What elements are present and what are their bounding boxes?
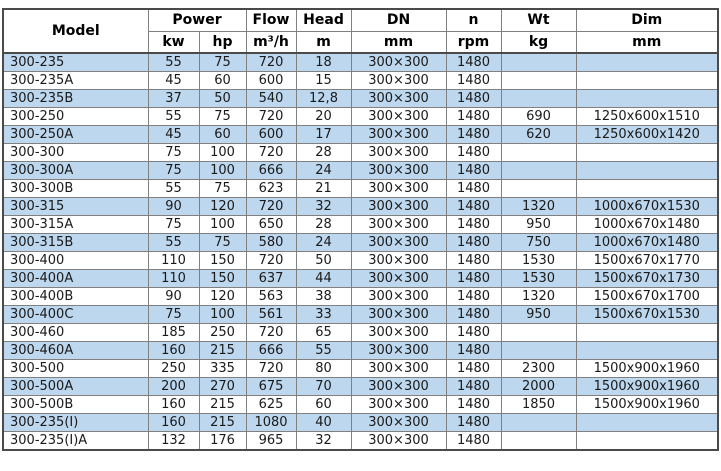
cell-dn: 300×300: [351, 414, 446, 432]
cell-flow: 666: [246, 162, 296, 180]
cell-head: 40: [296, 414, 351, 432]
cell-n: 1480: [446, 126, 501, 144]
header-unit-dim: mm: [576, 31, 718, 53]
cell-flow: 623: [246, 180, 296, 198]
cell-kw: 132: [148, 432, 199, 451]
cell-dim: 1500x670x1770: [576, 252, 718, 270]
cell-n: 1480: [446, 432, 501, 451]
table-row: [3, 108, 718, 126]
cell-dim: 1500x670x1730: [576, 270, 718, 288]
cell-wt: 1530: [501, 252, 576, 270]
cell-flow: 666: [246, 342, 296, 360]
table-row: [3, 414, 718, 432]
cell-wt: 950: [501, 306, 576, 324]
cell-kw: 250: [148, 360, 199, 378]
cell-hp: 75: [199, 180, 246, 198]
cell-kw: 45: [148, 72, 199, 90]
header-dn: DN: [351, 9, 446, 31]
cell-kw: 55: [148, 180, 199, 198]
cell-model: 300-500B: [3, 396, 148, 414]
cell-flow: 965: [246, 432, 296, 451]
cell-hp: 75: [199, 108, 246, 126]
cell-n: 1480: [446, 270, 501, 288]
cell-hp: 270: [199, 378, 246, 396]
cell-head: 17: [296, 126, 351, 144]
cell-dim: 1000x670x1480: [576, 216, 718, 234]
cell-kw: 55: [148, 53, 199, 72]
cell-n: 1480: [446, 378, 501, 396]
cell-n: 1480: [446, 90, 501, 108]
cell-wt: 950: [501, 216, 576, 234]
cell-n: 1480: [446, 234, 501, 252]
cell-n: 1480: [446, 144, 501, 162]
cell-dn: 300×300: [351, 432, 446, 451]
cell-hp: 176: [199, 432, 246, 451]
cell-model: 300-500A: [3, 378, 148, 396]
cell-dn: 300×300: [351, 270, 446, 288]
cell-model: 300-235A: [3, 72, 148, 90]
cell-hp: 50: [199, 90, 246, 108]
cell-dn: 300×300: [351, 198, 446, 216]
cell-hp: 250: [199, 324, 246, 342]
cell-n: 1480: [446, 216, 501, 234]
cell-n: 1480: [446, 360, 501, 378]
cell-dn: 300×300: [351, 144, 446, 162]
cell-kw: 90: [148, 288, 199, 306]
cell-dn: 300×300: [351, 396, 446, 414]
cell-kw: 185: [148, 324, 199, 342]
cell-model: 300-300A: [3, 162, 148, 180]
cell-n: 1480: [446, 53, 501, 72]
cell-dim: 1500x900x1960: [576, 378, 718, 396]
cell-hp: 120: [199, 198, 246, 216]
cell-wt: 2300: [501, 360, 576, 378]
cell-dn: 300×300: [351, 252, 446, 270]
cell-dim: [576, 414, 718, 432]
cell-n: 1480: [446, 414, 501, 432]
header-unit-dn: mm: [351, 31, 446, 53]
cell-kw: 200: [148, 378, 199, 396]
table-row: [3, 432, 718, 451]
table-row: [3, 288, 718, 306]
cell-flow: 650: [246, 216, 296, 234]
cell-hp: 100: [199, 216, 246, 234]
cell-kw: 75: [148, 144, 199, 162]
cell-dim: 1250x600x1420: [576, 126, 718, 144]
cell-head: 60: [296, 396, 351, 414]
cell-hp: 75: [199, 234, 246, 252]
cell-dn: 300×300: [351, 306, 446, 324]
cell-model: 300-500: [3, 360, 148, 378]
table-header: [3, 9, 718, 53]
table-row: [3, 144, 718, 162]
cell-head: 65: [296, 324, 351, 342]
cell-dim: [576, 432, 718, 451]
cell-hp: 215: [199, 342, 246, 360]
cell-dn: 300×300: [351, 72, 446, 90]
cell-dim: 1000x670x1530: [576, 198, 718, 216]
cell-wt: 2000: [501, 378, 576, 396]
cell-dim: [576, 180, 718, 198]
cell-model: 300-250A: [3, 126, 148, 144]
cell-flow: 720: [246, 198, 296, 216]
cell-head: 44: [296, 270, 351, 288]
cell-model: 300-235(I)A: [3, 432, 148, 451]
cell-kw: 75: [148, 216, 199, 234]
cell-wt: 750: [501, 234, 576, 252]
cell-n: 1480: [446, 72, 501, 90]
cell-dim: [576, 53, 718, 72]
cell-model: 300-400A: [3, 270, 148, 288]
cell-dim: 1500x900x1960: [576, 396, 718, 414]
cell-wt: [501, 432, 576, 451]
cell-kw: 110: [148, 252, 199, 270]
cell-model: 300-460A: [3, 342, 148, 360]
cell-wt: [501, 72, 576, 90]
cell-dim: [576, 144, 718, 162]
cell-dim: [576, 90, 718, 108]
cell-head: 32: [296, 432, 351, 451]
cell-head: 28: [296, 216, 351, 234]
cell-hp: 100: [199, 144, 246, 162]
cell-wt: [501, 144, 576, 162]
cell-flow: 720: [246, 108, 296, 126]
cell-kw: 110: [148, 270, 199, 288]
cell-kw: 55: [148, 234, 199, 252]
cell-n: 1480: [446, 252, 501, 270]
table-row: [3, 396, 718, 414]
table-row: [3, 252, 718, 270]
cell-flow: 561: [246, 306, 296, 324]
cell-wt: 1850: [501, 396, 576, 414]
cell-dn: 300×300: [351, 126, 446, 144]
cell-flow: 720: [246, 144, 296, 162]
cell-hp: 100: [199, 306, 246, 324]
header-unit-n: rpm: [446, 31, 501, 53]
cell-wt: [501, 414, 576, 432]
cell-kw: 160: [148, 396, 199, 414]
cell-model: 300-300B: [3, 180, 148, 198]
cell-head: 24: [296, 162, 351, 180]
cell-dn: 300×300: [351, 180, 446, 198]
cell-kw: 75: [148, 306, 199, 324]
cell-head: 20: [296, 108, 351, 126]
header-unit-flow: m³/h: [246, 31, 296, 53]
cell-kw: 37: [148, 90, 199, 108]
cell-dim: 1250x600x1510: [576, 108, 718, 126]
cell-dn: 300×300: [351, 324, 446, 342]
cell-hp: 75: [199, 53, 246, 72]
cell-flow: 625: [246, 396, 296, 414]
cell-model: 300-400C: [3, 306, 148, 324]
cell-n: 1480: [446, 198, 501, 216]
cell-hp: 100: [199, 162, 246, 180]
table-row: [3, 198, 718, 216]
cell-dim: [576, 72, 718, 90]
cell-head: 70: [296, 378, 351, 396]
cell-dn: 300×300: [351, 108, 446, 126]
cell-flow: 563: [246, 288, 296, 306]
cell-head: 18: [296, 53, 351, 72]
table-row: [3, 180, 718, 198]
cell-hp: 215: [199, 396, 246, 414]
cell-head: 21: [296, 180, 351, 198]
header-unit-wt: kg: [501, 31, 576, 53]
table-row: [3, 162, 718, 180]
cell-n: 1480: [446, 306, 501, 324]
cell-model: 300-315A: [3, 216, 148, 234]
cell-wt: 620: [501, 126, 576, 144]
table-row: [3, 72, 718, 90]
cell-dim: [576, 342, 718, 360]
cell-wt: [501, 342, 576, 360]
cell-n: 1480: [446, 342, 501, 360]
table-row: [3, 126, 718, 144]
header-n: n: [446, 9, 501, 31]
cell-wt: [501, 180, 576, 198]
cell-model: 300-250: [3, 108, 148, 126]
cell-dn: 300×300: [351, 360, 446, 378]
cell-wt: 1530: [501, 270, 576, 288]
cell-model: 300-315B: [3, 234, 148, 252]
cell-flow: 600: [246, 126, 296, 144]
cell-model: 300-400B: [3, 288, 148, 306]
cell-hp: 215: [199, 414, 246, 432]
cell-hp: 120: [199, 288, 246, 306]
cell-head: 55: [296, 342, 351, 360]
cell-model: 300-315: [3, 198, 148, 216]
table-row: [3, 53, 718, 72]
cell-dim: 1000x670x1480: [576, 234, 718, 252]
table-row: [3, 216, 718, 234]
cell-flow: 720: [246, 252, 296, 270]
table-row: [3, 306, 718, 324]
cell-dn: 300×300: [351, 378, 446, 396]
cell-kw: 90: [148, 198, 199, 216]
cell-flow: 720: [246, 324, 296, 342]
cell-hp: 60: [199, 126, 246, 144]
table-row: [3, 270, 718, 288]
cell-wt: [501, 162, 576, 180]
header-row-labels: [3, 9, 718, 31]
table-row: [3, 360, 718, 378]
cell-wt: [501, 90, 576, 108]
cell-n: 1480: [446, 288, 501, 306]
cell-dn: 300×300: [351, 288, 446, 306]
cell-model: 300-300: [3, 144, 148, 162]
cell-dim: 1500x670x1530: [576, 306, 718, 324]
header-wt: Wt: [501, 9, 576, 31]
cell-flow: 600: [246, 72, 296, 90]
cell-kw: 45: [148, 126, 199, 144]
header-model: Model: [3, 9, 148, 53]
cell-flow: 720: [246, 360, 296, 378]
cell-dn: 300×300: [351, 216, 446, 234]
cell-n: 1480: [446, 180, 501, 198]
cell-dim: 1500x670x1700: [576, 288, 718, 306]
cell-head: 24: [296, 234, 351, 252]
cell-head: 80: [296, 360, 351, 378]
header-unit-hp: hp: [199, 31, 246, 53]
cell-head: 28: [296, 144, 351, 162]
cell-hp: 150: [199, 270, 246, 288]
cell-kw: 160: [148, 342, 199, 360]
header-unit-head: m: [296, 31, 351, 53]
cell-dim: [576, 162, 718, 180]
cell-dn: 300×300: [351, 342, 446, 360]
cell-head: 33: [296, 306, 351, 324]
cell-wt: [501, 324, 576, 342]
cell-model: 300-235B: [3, 90, 148, 108]
cell-head: 12,8: [296, 90, 351, 108]
cell-head: 50: [296, 252, 351, 270]
cell-model: 300-460: [3, 324, 148, 342]
cell-flow: 540: [246, 90, 296, 108]
cell-wt: 690: [501, 108, 576, 126]
cell-kw: 75: [148, 162, 199, 180]
cell-head: 15: [296, 72, 351, 90]
cell-hp: 335: [199, 360, 246, 378]
cell-dn: 300×300: [351, 53, 446, 72]
cell-n: 1480: [446, 162, 501, 180]
header-dim: Dim: [576, 9, 718, 31]
cell-kw: 55: [148, 108, 199, 126]
cell-wt: [501, 53, 576, 72]
cell-model: 300-235(I): [3, 414, 148, 432]
cell-hp: 60: [199, 72, 246, 90]
cell-hp: 150: [199, 252, 246, 270]
cell-flow: 637: [246, 270, 296, 288]
cell-model: 300-235: [3, 53, 148, 72]
cell-model: 300-400: [3, 252, 148, 270]
table-row: [3, 378, 718, 396]
cell-n: 1480: [446, 396, 501, 414]
cell-dim: 1500x900x1960: [576, 360, 718, 378]
cell-flow: 720: [246, 53, 296, 72]
cell-dim: [576, 324, 718, 342]
cell-flow: 580: [246, 234, 296, 252]
cell-n: 1480: [446, 108, 501, 126]
header-power: Power: [148, 9, 246, 31]
header-flow: Flow: [246, 9, 296, 31]
pump-spec-table: [2, 8, 719, 451]
cell-kw: 160: [148, 414, 199, 432]
cell-dn: 300×300: [351, 234, 446, 252]
cell-head: 32: [296, 198, 351, 216]
cell-head: 38: [296, 288, 351, 306]
cell-dn: 300×300: [351, 90, 446, 108]
cell-wt: 1320: [501, 288, 576, 306]
table-row: [3, 90, 718, 108]
header-head: Head: [296, 9, 351, 31]
cell-flow: 1080: [246, 414, 296, 432]
table-row: [3, 342, 718, 360]
header-unit-kw: kw: [148, 31, 199, 53]
table-row: [3, 234, 718, 252]
table-row: [3, 324, 718, 342]
cell-n: 1480: [446, 324, 501, 342]
cell-wt: 1320: [501, 198, 576, 216]
cell-dn: 300×300: [351, 162, 446, 180]
table-body: [3, 53, 718, 450]
cell-flow: 675: [246, 378, 296, 396]
